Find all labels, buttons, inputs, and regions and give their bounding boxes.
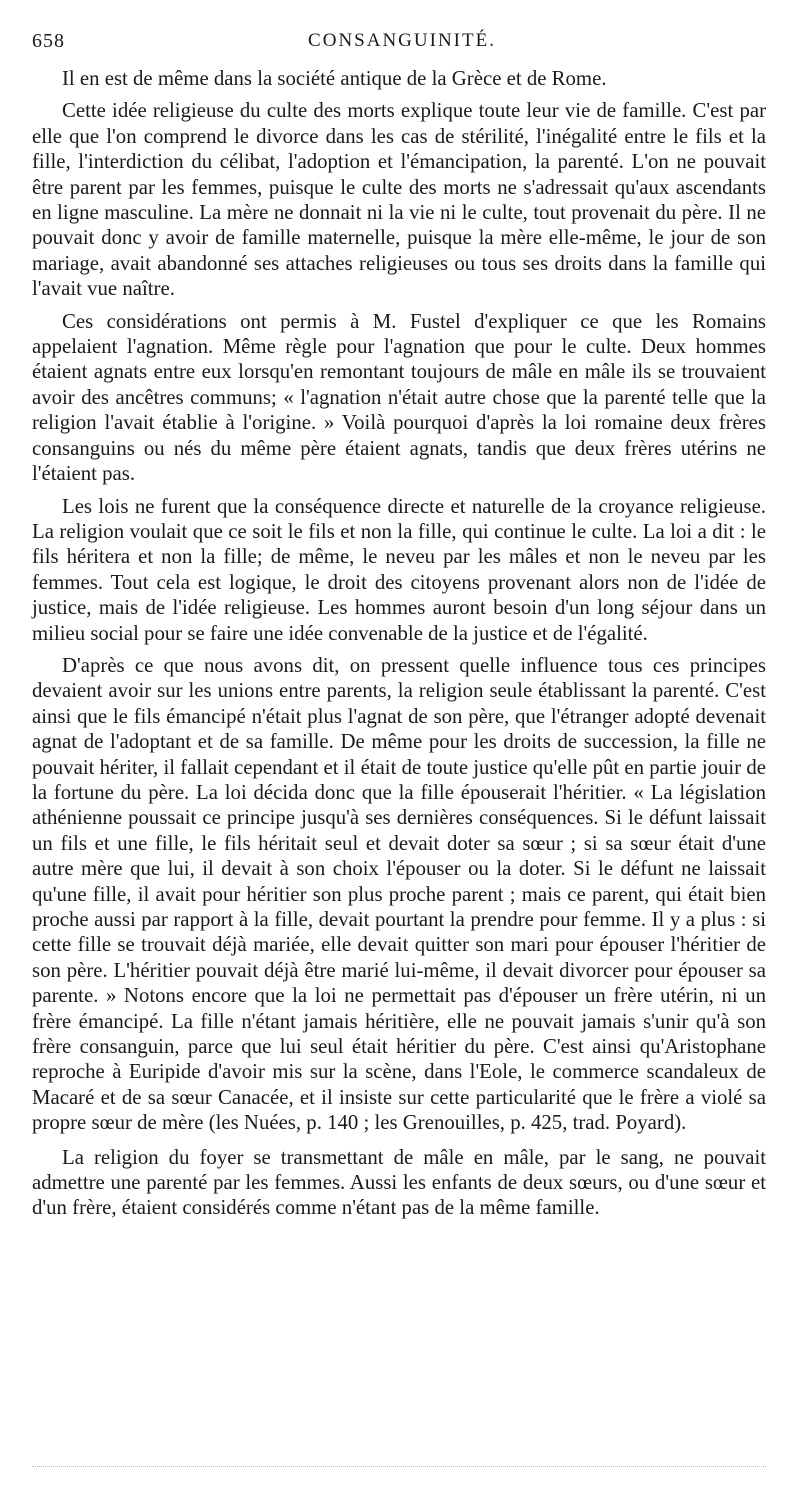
- paragraph: Ces considérations ont permis à M. Fustel d'expliquer ce que les Romains appelaient l'agnation. Même règle pour l'agnation que pour le culte. Deux hommes étaient agnats entre eux lorsqu'en remontant toujours de mâle en mâle ils se trouvaient avoir des ancêtres communs; « l'agnation n'était autre chose que la parenté telle que la religion l'avait établie à l'origine. » Voilà pourquoi d'après la loi romaine deux frères consanguins ou nés du même père étaient agnats, tandis que deux frères utérins ne l'étaient pas.: [32, 309, 766, 486]
- body-text: [32, 66, 766, 1228]
- paragraph: Les lois ne furent que la conséquence directe et naturelle de la croyance religieuse. La religion voulait que ce soit le fils et non la fille, qui continue le culte. La loi a dit : le fils héritera et non la fille; de même, le neveu par les mâles et non le neveu par les femmes. Tout cela est logique, le droit des citoyens provenant alors non de l'idée de justice, mais de l'idée religieuse. Les hommes auront besoin d'un long séjour dans un milieu social pour se faire une idée convenable de la justice et de l'égalité.: [32, 494, 766, 645]
- page-number: 658: [32, 30, 65, 52]
- paragraph: Il en est de même dans la société antique de la Grèce et de Rome.: [62, 67, 607, 90]
- footer-dotted-rule: [32, 1466, 766, 1467]
- paragraph: La religion du foyer se transmettant de mâle en mâle, par le sang, ne pouvait admettre une parenté par les femmes. Aussi les enfants de deux sœurs, ou d'une sœur et d'un frère, étaient considérés comme n'étant pas de la même famille.: [32, 1145, 766, 1220]
- page-header: [32, 30, 772, 54]
- paragraph: Cette idée religieuse du culte des morts explique toute leur vie de famille. C'est par elle que l'on comprend le divorce dans les cas de stérilité, l'inégalité entre le fils et la fille, l'interdiction du célibat, l'adoption et l'émancipation, la parenté. L'on ne pouvait être parent par les femmes, puisque le culte des morts ne s'adressait qu'aux ascendants en ligne masculine. La mère ne donnait ni la vie ni le culte, tout provenait du père. Il ne pouvait donc y avoir de famille maternelle, puisque la mère elle-même, le jour de son mariage, avait abandonné ses attaches religieuses ou tous ses droits dans la famille qui l'avait vue naître.: [32, 99, 766, 301]
- running-head: CONSANGUINITÉ.: [308, 30, 496, 51]
- paragraph: D'après ce que nous avons dit, on pressent quelle influence tous ces principes devaient avoir sur les unions entre parents, la religion seule établissant la parenté. C'est ainsi que le fils émancipé n'était plus l'agnat de son père, que l'étranger adopté devenait agnat de l'adoptant et de sa famille. De même pour les droits de succession, la fille ne pouvait hériter, il fallait cependant et il était de toute justice qu'elle pût en partie jouir de la fortune du père. La loi décida donc que la fille épouserait l'héritier. « La législation athénienne poussait ce principe jusqu'à ses dernières conséquences. Si le défunt laissait un fils et une fille, le fils héritait seul et devait doter sa sœur ; si sa sœur était d'une autre mère que lui, il devait à son choix l'épouser ou la doter. Si le défunt ne laissait qu'une fille, il avait pour héritier son plus proche parent ; mais ce parent, qui était bien proche aussi par rapport à la fille, devait pourtant la prendre pour femme. Il y a plus : si cette fille se trouvait déjà mariée, elle devait quitter son mari pour épouser l'héritier de son père. L'héritier pouvait déjà être marié lui-même, il devait divorcer pour épouser sa parente. » Notons encore que la loi ne permettait pas d'épouser un frère utérin, ni un frère émancipé. La fille n'étant jamais héritière, elle ne pouvait jamais s'unir qu'à son frère consanguin, parce que lui seul était héritier du père. C'est ainsi qu'Aristophane reproche à Euripide d'avoir mis sur la scène, dans l'Eole, le commerce scandaleux de Macaré et de sa sœur Canacée, et il insiste sur cette particularité que le frère a violé sa propre sœur de mère (les Nuées, p. 140 ; les Grenouilles, p. 425, trad. Poyard).: [32, 653, 766, 1135]
